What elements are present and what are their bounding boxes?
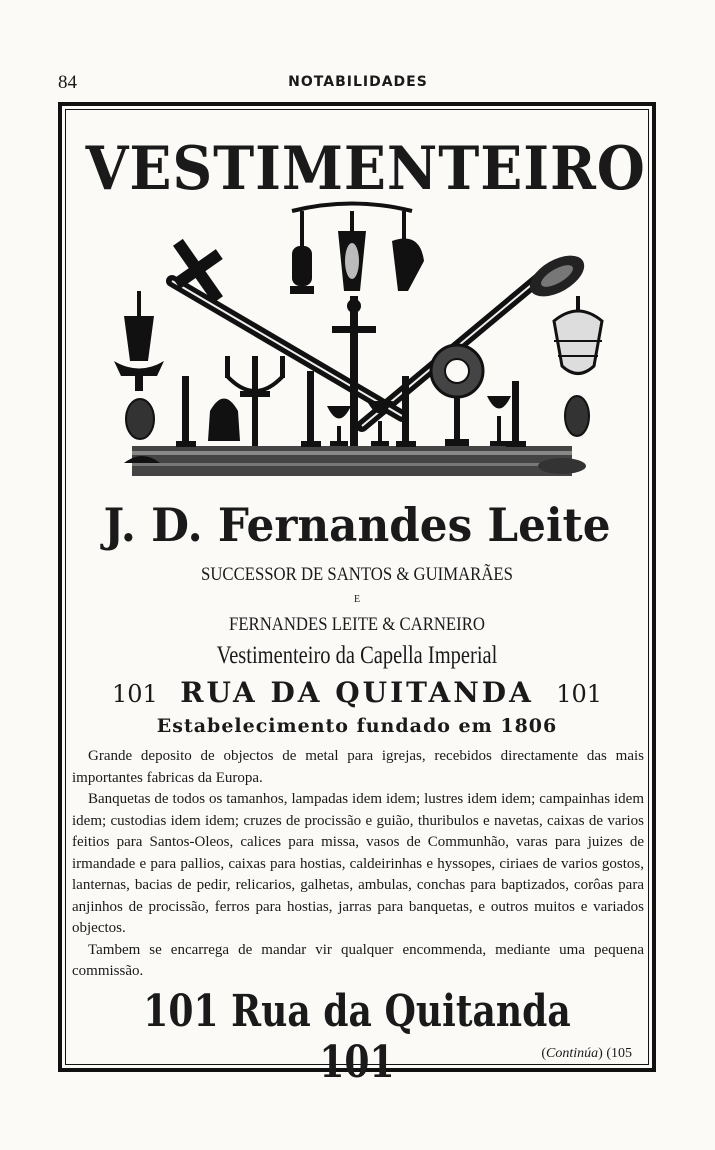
continuation-label: Continúa (546, 1046, 599, 1061)
page-header (58, 72, 658, 94)
hanging-ornaments-icon (290, 204, 424, 295)
founded-line: Estabelecimento fundado em 1806 (156, 715, 558, 737)
ad-headline: VESTIMENTEIRO (85, 134, 646, 204)
page-number: 84 (58, 72, 77, 93)
successor-line: SUCCESSOR DE SANTOS & GUIMARÃES (201, 564, 513, 585)
address-street: RUA DA QUITANDA (180, 676, 534, 709)
continuation-note: (Continúa) (105 (541, 1046, 632, 1061)
dish-icon (538, 458, 586, 474)
continuation-ref: (105 (606, 1046, 632, 1061)
church-items-illustration (102, 201, 612, 496)
paragraph: Banquetas de todos os tamanhos, lampadas idem idem; lustres idem idem; campainhas idem idem; custodias idem idem; cruzes de procissão e guião, thuribulos e navetas, caixas de varios feitios para Santos-Oleos, calices para missa, vasos de Communhão, varas para juizes de irmandade e para pallios, caixas para hostias, caldeirinhas e hyssopes, ciriaes de varios gostos, lanternas, bacias de pedir, relicarios, galhetas, ambulas, conchas para baptizados, corôas para anjinhos de procissão, ferros para hostias, jarras para banquetas, e outros muitos e variados objectos. (72, 791, 644, 936)
medallion-right-icon (565, 396, 589, 436)
footer-address: 101 Rua da Quitanda 101 (143, 986, 571, 1088)
paragraph: Tambem se encarrega de mandar vir qualquer encommenda, mediante uma pequena commissão. (72, 941, 644, 979)
medallion-left-icon (126, 399, 154, 439)
bell-icon (208, 399, 240, 442)
address-number-left: 101 (112, 680, 158, 708)
address-number-right: 101 (556, 680, 602, 708)
paragraph: Grande deposito de objectos de metal para igrejas, recebidos directamente das mais importantes fabricas da Europa. (72, 748, 644, 786)
running-title: NOTABILIDADES (288, 74, 428, 90)
body-text (72, 746, 644, 983)
advertisement-frame (58, 102, 656, 1088)
firm-name: J. D. Fernandes Leite (103, 498, 611, 552)
hanging-lamp-right-icon (554, 296, 602, 374)
conjunction: E (353, 594, 361, 605)
hanging-lamp-left-icon (114, 291, 164, 391)
title-line: Vestimenteiro da Capella Imperial (216, 642, 498, 669)
address-row (112, 676, 602, 710)
partner-line: FERNANDES LEITE & CARNEIRO (229, 614, 485, 635)
monstrance-icon (431, 345, 483, 446)
